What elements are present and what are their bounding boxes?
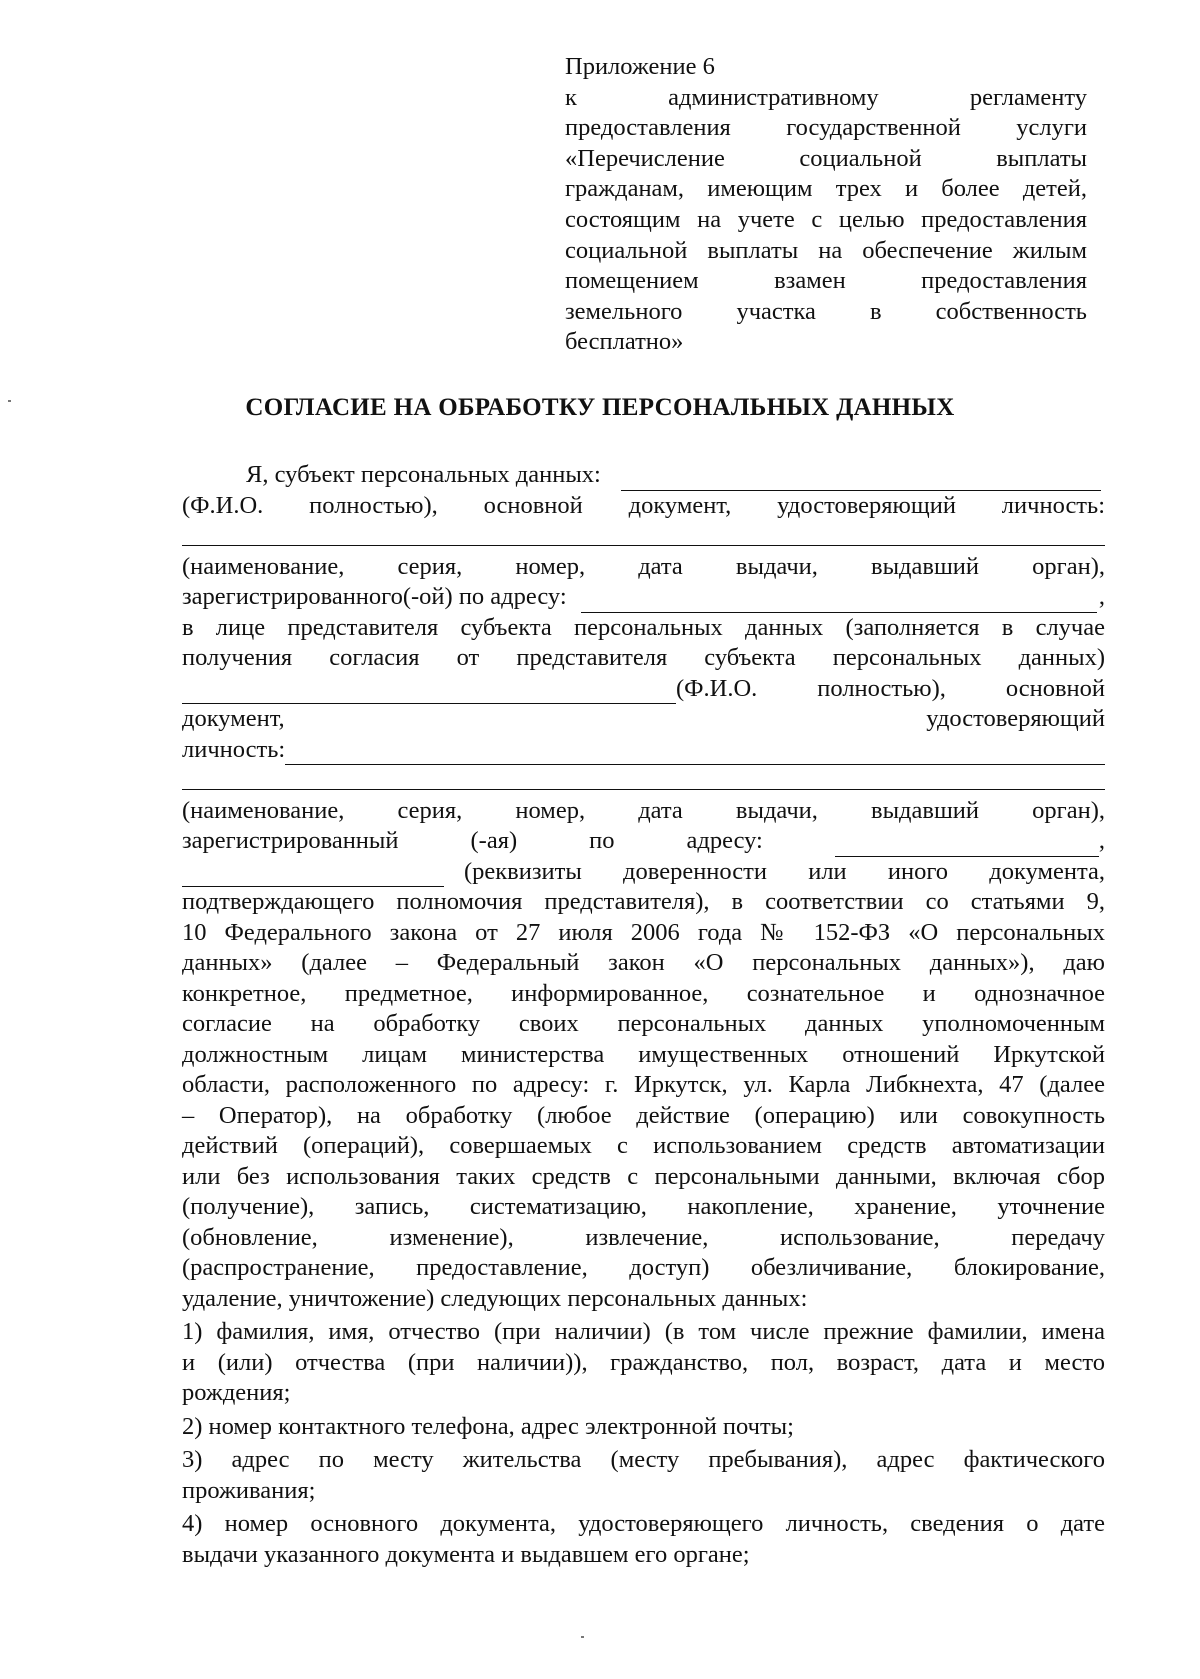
registered-line-2 [182,826,1105,857]
rep-address-blank[interactable] [835,832,1099,857]
appendix-line: земельного участка в собственность [565,297,1087,325]
list-item-line: выдачи указанного документа и выдавшем его органе; [182,1540,750,1568]
subject-line [182,460,1105,491]
doc-certifying-line [182,704,1105,735]
comma: , [1098,583,1105,610]
address-blank[interactable] [581,588,1097,613]
list-item-line: 1) фамилия, имя, отчество (при наличии) (в том числе прежние фамилии, имена [182,1318,1105,1345]
text-line: или без использования таких средств с персональными данными, включая сбор [182,1162,1105,1190]
text-line: данных» (далее – Федеральный закон «О персональных данных»), даю [182,949,1105,976]
text-line: должностным лицам министерства имущественных отношений Иркутской [182,1040,1105,1068]
rep-identity-blank[interactable] [285,740,1105,765]
registered-label: зарегистрированного(-ой) по адресу: [182,583,567,610]
appendix-line: помещением взамен предоставления [565,267,1087,295]
registered-po: по [589,827,615,854]
text-line: (обновление, изменение), извлечение, использование, передачу [182,1223,1105,1251]
rep-address-wrap [835,826,1105,857]
list-item-line: 2) номер контактного телефона, адрес электронной почты; [182,1412,794,1440]
scan-speck [8,400,11,402]
text-line: – Оператор), на обработку (любое действие (операцию) или совокупность [182,1101,1105,1129]
certifying-word: удостоверяющий [926,705,1105,732]
text-line: конкретное, предметное, информированное, сознательное и однозначное [182,979,1105,1007]
identity-line [182,735,1105,766]
list-item-line: 4) номер основного документа, удостоверяющего личность, сведения о дате [182,1510,1105,1537]
rep-fio-label: (Ф.И.О. полностью), основной [676,674,1105,702]
fio-doc-line: (Ф.И.О. полностью), основной документ, удостоверяющий личность: [182,491,1105,519]
appendix-line: социальной выплаты на обеспечение жилым [565,236,1087,264]
doc-word: документ, [182,705,285,732]
text-line: удаление, уничтожение) следующих персональных данных: [182,1284,808,1312]
appendix-line: предоставления государственной услуги [565,114,1087,142]
text-line: (распространение, предоставление, доступ) обезличивание, блокирование, [182,1254,1105,1281]
proxy-line [182,857,1105,888]
identity-word: личность: [182,735,286,763]
scan-speck [581,1636,584,1638]
list-item-line: 3) адрес по месту жительства (месту пребывания), адрес фактического [182,1446,1105,1473]
list-item-line: проживания; [182,1476,316,1504]
appendix-line: «Перечисление социальной выплаты [565,144,1087,172]
appendix-line: состоящим на учете с целью предоставления [565,205,1087,233]
list-item-line: и (или) отчества (при наличии)), гражданство, пол, возраст, дата и место [182,1348,1105,1376]
text-line: подтверждающего полномочия представителя), в соответствии со статьями 9, [182,888,1105,915]
appendix-heading: Приложение 6 [565,53,715,80]
subject-intro: Я, субъект персональных данных: [246,461,601,488]
appendix-header [565,52,1087,358]
subject-fio-blank[interactable] [621,466,1101,491]
doc-details-line: (наименование, серия, номер, дата выдачи, выдавший орган), [182,552,1105,580]
comma: , [1098,827,1105,854]
rep-identity-blank-2[interactable] [182,765,1105,796]
text-line: (получение), запись, систематизацию, накопление, хранение, уточнение [182,1193,1105,1220]
proxy-label: (реквизиты доверенности или иного документа, [464,857,1105,885]
doc-details-line: (наименование, серия, номер, дата выдачи, выдавший орган), [182,796,1105,824]
document-title: СОГЛАСИЕ НА ОБРАБОТКУ ПЕРСОНАЛЬНЫХ ДАННЫХ [245,394,955,421]
rep-line: получения согласия от представителя субъекта персональных данных) [182,644,1105,671]
consent-body [182,460,1105,1570]
text-line: 10 Федерального закона от 27 июля 2006 года № 152-ФЗ «О персональных [182,918,1105,946]
rep-fio-blank[interactable] [182,679,676,704]
text-line: согласие на обработку своих персональных данных уполномоченным [182,1010,1105,1037]
appendix-line: гражданам, имеющим трех и более детей, [565,175,1087,203]
registered-line [182,582,1105,613]
registered-word: зарегистрированный [182,827,399,854]
registered-suffix: (-ая) [470,827,518,854]
rep-fio-line [182,674,1105,705]
appendix-line: к административному регламенту [565,83,1087,111]
rep-line: в лице представителя субъекта персональных данных (заполняется в случае [182,613,1105,641]
list-item-line: рождения; [182,1379,291,1406]
proxy-blank[interactable] [182,862,444,887]
registered-address-word: адресу: [686,827,763,854]
text-line: области, расположенного по адресу: г. Иркутск, ул. Карла Либкнехта, 47 (далее [182,1071,1105,1098]
text-line: действий (операций), совершаемых с использованием средств автоматизации [182,1132,1105,1159]
appendix-line: бесплатно» [565,328,684,356]
identity-doc-blank[interactable] [182,521,1105,552]
